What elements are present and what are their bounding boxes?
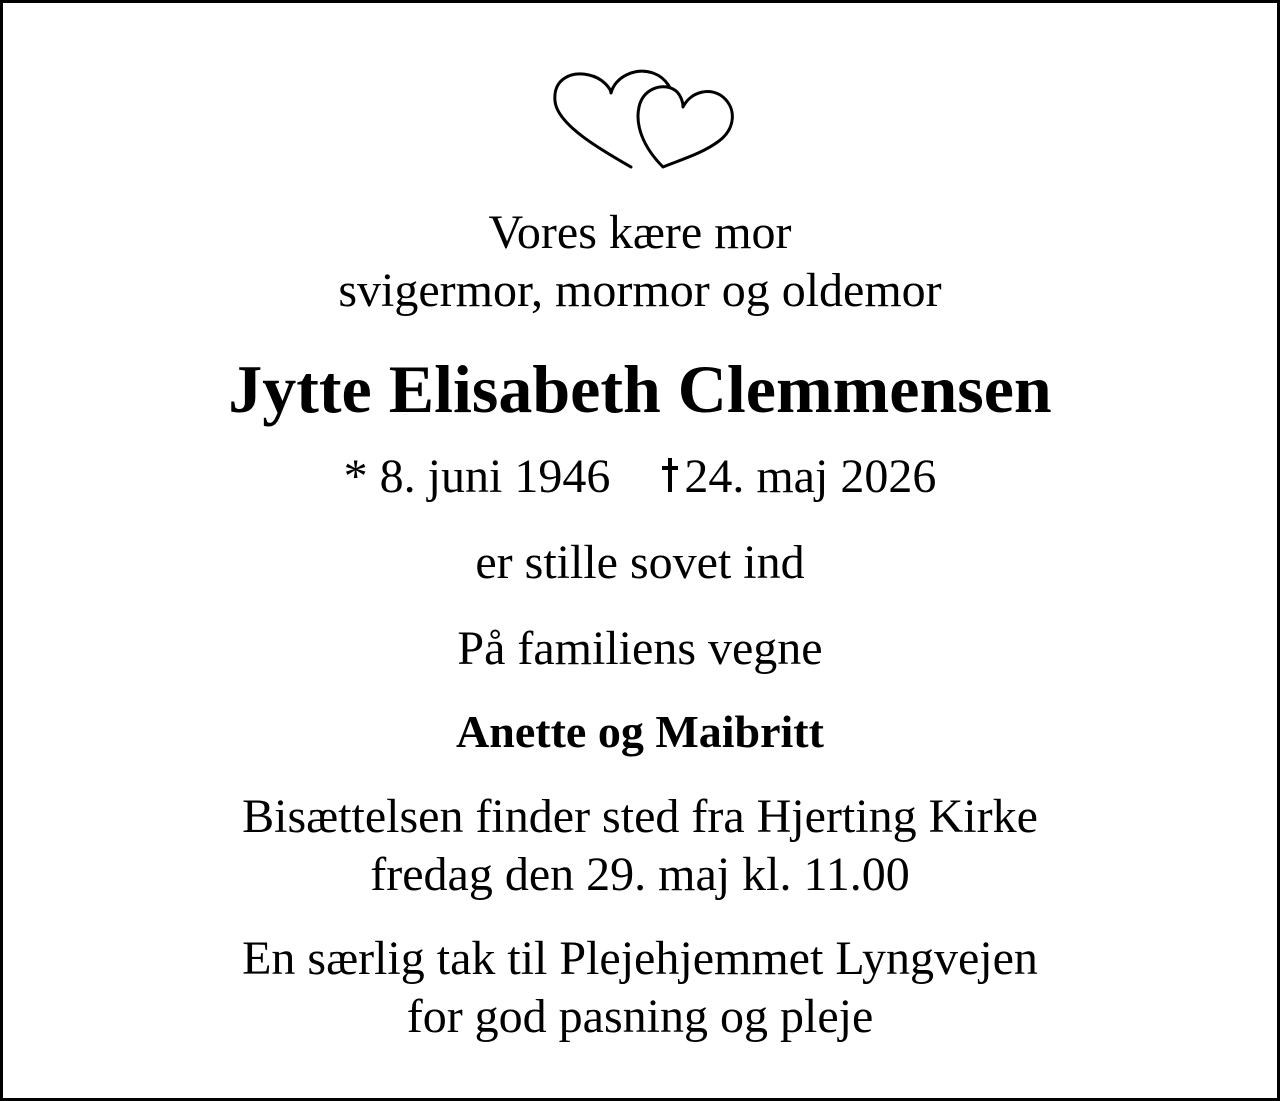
intro-line-2: svigermor, mormor og oldemor (338, 264, 942, 317)
birth-date: 8. juni 1946 (379, 450, 611, 503)
message: er stille sovet ind (475, 536, 805, 589)
death-date: 24. maj 2026 (684, 450, 937, 503)
birth-symbol: * (343, 450, 368, 503)
on-behalf: På familiens vegne (457, 622, 823, 675)
cross-icon (662, 458, 678, 492)
deceased-name: Jytte Elisabeth Clemmensen (228, 351, 1052, 427)
signatories: Anette og Maibritt (456, 706, 824, 757)
funeral-line-1: Bisættelsen finder sted fra Hjerting Kirke (242, 790, 1038, 843)
funeral-line-2: fredag den 29. maj kl. 11.00 (370, 848, 910, 901)
thanks-line-2: for god pasning og pleje (406, 990, 874, 1043)
two-hearts-icon (551, 67, 739, 171)
life-dates-row (343, 450, 937, 503)
intro-line-1: Vores kære mor (488, 206, 792, 259)
life-dates (3, 450, 1277, 503)
thanks-line-1: En særlig tak til Plejehjemmet Lyngvejen (242, 932, 1038, 985)
